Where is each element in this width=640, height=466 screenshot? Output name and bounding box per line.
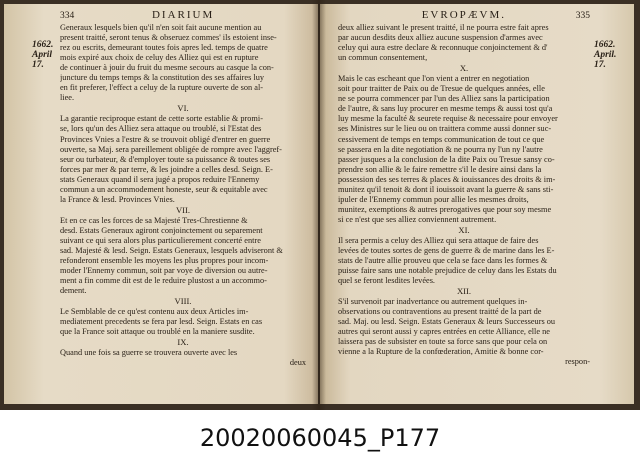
text-line: que la France soit attaque ou troublé en la maniere susdite. <box>60 327 255 337</box>
right-catchword: respon- <box>565 357 590 367</box>
text-line: ne se pourra commencer par l'un des Alliez sans la participation <box>338 94 550 104</box>
right-running-head <box>338 10 590 21</box>
text-paragraph <box>60 348 306 358</box>
text-line: prendre son allie & le faire remettre s'il le desire ainsi dans la <box>338 164 542 174</box>
left-page-number: 334 <box>60 11 75 21</box>
text-paragraph <box>60 23 306 103</box>
text-line: mois expiré aux choix de celuy des Alliez qui est en rupture <box>60 53 259 63</box>
text-paragraph <box>60 216 306 296</box>
text-line: present traitté, seront tenus & obseruez commes' ils estoient inse- <box>60 33 277 43</box>
text-line: en fit preferer, l'effect a celuy de la rupture ouverte de son al- <box>60 83 264 93</box>
text-line: desd. Estats Generaux agiront conjoinctement ou separement <box>60 225 263 235</box>
text-line: ses Ministres sur le lieu ou on traittera comme aussi donner suc- <box>338 124 552 134</box>
article-heading: VIII. <box>174 296 192 307</box>
text-line: munitez qu'il tenoit & dont il iouissoit avant la guerre & sans sti- <box>338 184 554 194</box>
text-line: Provinces Vnies a l'estre & se trouvoit obligé d'entrer en guerre <box>60 134 271 144</box>
text-line: ipuler de l'Ennemy commun pour allie les mesmes droits, <box>338 194 529 204</box>
text-line: levées de toutes sortes de gens de guerre & de marine dans les E- <box>338 245 555 255</box>
text-line: possession des ses terres & places & iouissances des droits & im- <box>338 174 556 184</box>
text-line: moder l'Ennemy commun, soit par voye de diversion ou autre- <box>60 266 268 276</box>
margin-note-line: 1662. <box>32 40 54 50</box>
article-heading: XI. <box>458 224 470 235</box>
image-caption: 20020060045_P177 <box>199 424 441 452</box>
text-line: S'il survenoit par inadvertance ou autrement quelques in- <box>338 297 528 307</box>
text-line: si ce n'est que ses alliez conviennent autrement. <box>338 214 497 224</box>
text-line: Mais le cas escheant que l'on vient a entrer en negotiation <box>338 74 530 84</box>
text-line: la France & lesd. Provinces Vnies. <box>60 194 175 204</box>
article-heading: X. <box>459 63 469 74</box>
article-heading: VI. <box>177 103 189 114</box>
text-line: laissera pas de subsister en toute sa force sans que pour cela on <box>338 337 548 347</box>
text-line: commun a un accommodement honeste, seur & equitable avec <box>60 184 268 194</box>
text-line: seur ou turbateur, & d'employer toute sa puissance & toutes ses <box>60 154 271 164</box>
text-line: Quand une fois sa guerre se trouvera ouverte avec les <box>60 348 238 358</box>
left-running-head <box>60 10 306 21</box>
text-line: quel se feront lesdites levées. <box>338 276 435 286</box>
text-line: observations ou contraventions au present traitté de la part de <box>338 307 542 317</box>
text-line: sad. Majesté & lesd. Seign. Estats Generaux, lesquels adviseront & <box>60 245 283 255</box>
text-paragraph <box>338 236 590 286</box>
text-line: luy mesme la faculté & seurete requise & necessaire pour envoyer <box>338 114 558 124</box>
text-line: par aucun desdits deux alliez aucune suspension d'armes avec <box>338 33 543 43</box>
left-page <box>4 4 318 404</box>
text-line: Generaux lesquels bien qu'il n'en soit fait aucune mention au <box>60 23 262 33</box>
left-catchword: deux <box>289 358 306 368</box>
text-line: suivant ce qui sera alors plus particulierement concerté entre <box>60 235 261 245</box>
article-heading: XII. <box>456 286 472 297</box>
book-gutter-shadow <box>312 0 326 410</box>
text-line: vienne a la Rupture de la confœderation, Amitie & bonne cor- <box>338 347 544 357</box>
text-line: forces par mer & par terre, & les joindre a celles desd. Seign. E- <box>60 164 273 174</box>
text-line: munitez, exemptions & autres prerogatives que pour soy mesme <box>338 204 552 214</box>
left-page-body <box>60 23 306 358</box>
article-heading: IX. <box>177 337 189 348</box>
text-line: passer jusques a la conclusion de la dite Paix ou Tresue sansy co- <box>338 154 555 164</box>
margin-note-line: 17. <box>32 60 44 70</box>
text-paragraph <box>60 114 306 204</box>
text-line: se, lors qu'un des Alliez sera attaque ou troublé, si l'Estat des <box>60 124 262 134</box>
margin-note-line: April <box>32 50 53 60</box>
text-line: rez ou escrits, demeurant toutes fois apres led. temps de quatre <box>60 43 268 53</box>
text-line: se passera en la dite negotiation & ne pourra ny l'un ny l'autre <box>338 144 543 154</box>
text-line: Il sera permis a celuy des Alliez qui sera attaque de faire des <box>338 235 539 245</box>
text-line: autres qui seront aussi y capres entrées en cette Alliance, elle ne <box>338 327 550 337</box>
text-line: mediatement precedents se fera par lesd. Seign. Estats en cas <box>60 317 263 327</box>
text-line: un commun consentement, <box>338 53 428 63</box>
left-margin-note <box>32 40 58 70</box>
right-page-body <box>338 23 590 357</box>
margin-note-line: 17. <box>594 60 606 70</box>
left-running-title: DIARIUM <box>151 9 215 21</box>
text-line: ment a fin comme dit est de le reduire plustost a un accommo- <box>60 276 267 286</box>
text-line: de continuer à jouir du fruit du mesme secours au casque la con- <box>60 63 274 73</box>
article-heading: VII. <box>175 204 191 215</box>
margin-note-line: 1662. <box>594 40 616 50</box>
right-page-number: 335 <box>575 11 590 21</box>
text-line: liee. <box>60 93 75 103</box>
text-line: Le Semblable de ce qu'est contenu aux deux Articles im- <box>60 307 249 317</box>
text-line: deux alliez suivant le present traitté, il ne pourra estre fait apres <box>338 23 549 33</box>
text-paragraph <box>338 297 590 357</box>
text-line: Et en ce cas les forces de sa Majesté Tres-Chrestienne & <box>60 215 248 225</box>
text-line: stats Generaux quand il sera jugé a propos reduire l'Ennemy <box>60 174 260 184</box>
right-page <box>320 4 634 404</box>
right-running-title: EVROPÆVM. <box>421 9 507 21</box>
text-line: refonderont ensemble les moyens les plus propres pour incom- <box>60 256 269 266</box>
caption-bar <box>0 410 640 466</box>
margin-note-line: April. <box>594 50 617 60</box>
text-line: soit pour traitter de Paix ou de Tresue de quelques années, elle <box>338 84 545 94</box>
text-line: de l'autre, & sans luy procurer en mesme temps & aussi tost qu'a <box>338 104 553 114</box>
text-line: La garantie reciproque estant de cette sorte establie & promi- <box>60 114 263 124</box>
text-line: celuy qui aura estre declare & reconnuque conjoinctement & d' <box>338 43 548 53</box>
text-line: dement. <box>60 286 87 296</box>
text-line: stats de l'autre allie prouveu que cela se face dans les formes & <box>338 256 548 266</box>
text-paragraph <box>338 74 590 225</box>
right-margin-note <box>594 40 628 70</box>
text-line: juncture du temps temps & la constitution des ses affaires luy <box>60 73 265 83</box>
text-paragraph <box>60 307 306 337</box>
text-line: cessivement de temps en temps communication de tout ce que <box>338 134 545 144</box>
text-line: sad. Maj. ou lesd. Seign. Estats Generaux & leurs Successeurs ou <box>338 317 556 327</box>
text-line: ouverte, sa Maj. sera pareillement obligée de rompre avec l'aggref- <box>60 144 282 154</box>
text-paragraph <box>338 23 590 63</box>
text-line: puisse faire sans une notable prejudice de celuy dans les Estats du <box>338 266 557 276</box>
